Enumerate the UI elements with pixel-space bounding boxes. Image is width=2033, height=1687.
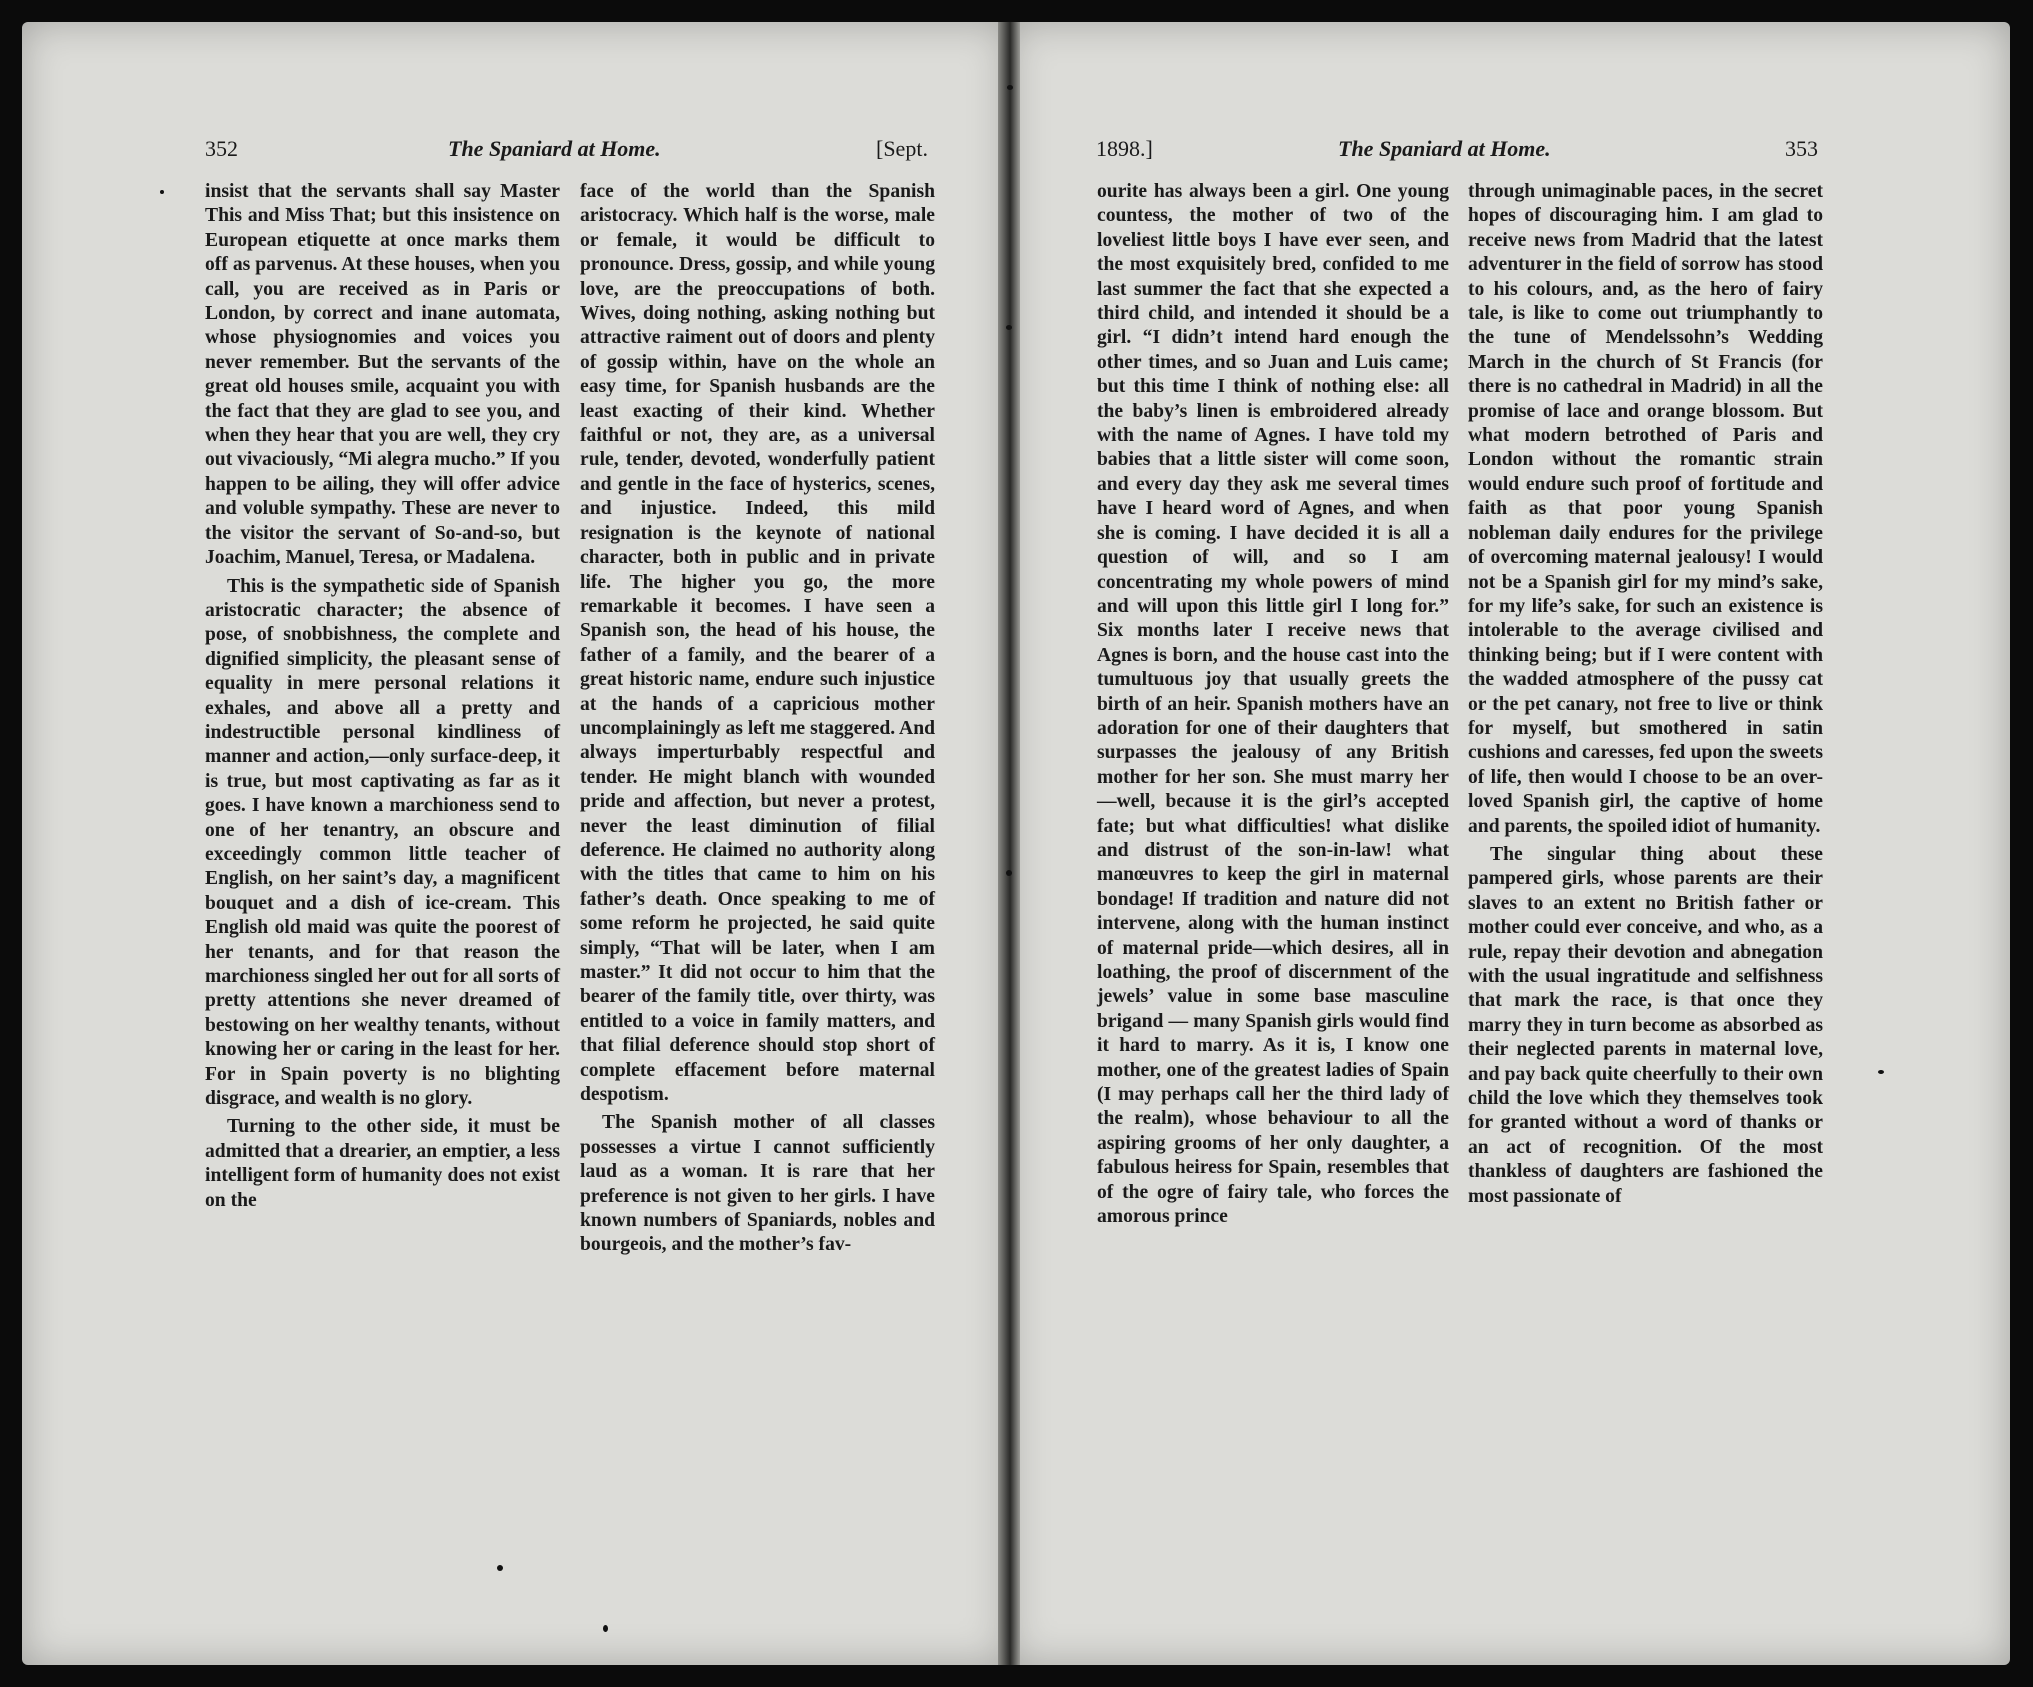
paragraph: This is the sympathetic side of Spanish aristocratic character; the absence of pose, of snobbishness, the complete and dignified simplicity, the pleasant sense of equality in mere personal relations it exhales, and above all a pretty and indestructible personal kindliness of manner and action,—only surface-deep, it is true, but most captivating as far as it goes. I have known a marchioness send to one of her tenantry, an obscure and exceedingly common little teacher of English, on her saint’s day, a magnificent bouquet and a dish of ice-cream. This English old maid was quite the poorest of her tenants, and for that reason the marchioness singled her out for all sorts of pretty attentions she never dreamed of bestowing on her wealthy tenants, without knowing her or caring in the least for her. For in Spain poverty is no blighting disgrace, and wealth is no glory. xyxy=(205,575,560,1110)
paragraph: ourite has always been a girl. One young countess, the mother of two of the loveliest little boys I have ever seen, and the most exquisitely bred, confided to me last summer the fact that she expected a third child, and intended it should be a girl. “I didn’t intend hard enough the other times, and so Juan and Luis came; but this time I think of nothing else: all the baby’s linen is embroidered already with the name of Agnes. I have told my babies that a little sister will come soon, and every day they ask me several times have I heard word of Agnes, and when she is coming. I have decided it is all a question of will, and so I am concentrating my whole powers of mind and will upon this little girl I long for.” Six months later I receive news that Agnes is born, and the house cast into the tumultuous joy that usually greets the birth of an heir. Spanish mothers have an adoration for one of their daughters that surpasses the jealousy of any British mother for her son. She must marry her—well, because it is the girl’s accepted fate; but what difficulties! what dislike and distrust of the son-in-law! what manœuvres to keep the girl in maternal bondage! If tradition and nature did not intervene, along with the human instinct of maternal pride—which desires, all in loathing, the proof of discernment of the jewels’ value in some base masculine brigand — many Spanish girls would find it hard to marry. As it is, I know one mother, one of the greatest ladies of Spain (I may perhaps call her the third lady of the realm), whose behaviour to all the aspiring grooms of her only daughter, a fabulous heiress for Spain, resembles that of the ogre of fairy tale, who forces the amorous prince xyxy=(1097,181,1449,1228)
scan-speck xyxy=(1006,325,1012,330)
scan-speck xyxy=(1007,85,1013,90)
left-column-2 xyxy=(580,180,935,1258)
book-gutter xyxy=(998,22,1020,1665)
right-page-header xyxy=(1000,132,2033,166)
left-date-marker: [Sept. xyxy=(876,136,928,161)
right-column-1 xyxy=(1097,180,1449,1229)
scan-speck xyxy=(603,1625,608,1632)
right-date-marker: 1898.] xyxy=(1096,136,1153,161)
paragraph: The Spanish mother of all classes possesses a virtue I cannot sufficiently laud as a woman. It is rare that her preference is not given to her girls. I have known numbers of Spaniards, nobles and bourgeois, and the mother’s fav- xyxy=(580,1112,935,1256)
left-page-number: 352 xyxy=(205,136,238,161)
scan-speck xyxy=(1878,1070,1884,1074)
paragraph: Turning to the other side, it must be admitted that a drearier, an emptier, a less intelligent form of humanity does not exist on the xyxy=(205,1116,560,1211)
paragraph: The singular thing about these pampered girls, whose parents are their slaves to an extent no British father or mother could ever conceive, and who, as a rule, repay their devotion and abnegation with the usual ingratitude and selfishness that mark the race, is that once they marry they in turn become as absorbed as their neglected parents in maternal love, and pay back quite cheerfully to their own child the love which they themselves took for granted without a word of thanks or an act of recognition. Of the most thankless of daughters are fashioned the most passionate of xyxy=(1468,843,1823,1207)
right-running-title: The Spaniard at Home. xyxy=(1338,136,1551,161)
left-column-1 xyxy=(205,180,560,1213)
paragraph: insist that the servants shall say Master This and Miss That; but this insistence on European etiquette at once marks them off as parvenus. At these houses, when you call, you are received as in Paris or London, by correct and inane automata, whose physiognomies and voices you never remember. But the servants of the great old houses smile, acquaint you with the fact that they are glad to see you, and when they hear that you are well, they cry out vivaciously, “Mi alegra mucho.” If you happen to be ailing, they will offer advice and voluble sympathy. These are never to the visitor the servant of So-and-so, but Joachim, Manuel, Teresa, or Madalena. xyxy=(205,181,560,569)
right-column-2 xyxy=(1468,180,1823,1209)
left-page-header xyxy=(0,132,1000,166)
paragraph: face of the world than the Spanish aristocracy. Which half is the worse, male or female, it would be difficult to pronounce. Dress, gossip, and while young love, are the preoccupations of both. Wives, doing nothing, asking nothing but attractive raiment out of doors and plenty of gossip within, have on the whole an easy time, for Spanish husbands are the least exacting of their kind. Whether faithful or not, they are, as a universal rule, tender, devoted, wonderfully patient and gentle in the face of hysterics, scenes, and injustice. Indeed, this mild resignation is the keynote of national character, both in public and in private life. The higher you go, the more remarkable it becomes. I have seen a Spanish son, the head of his house, the father of a family, and the bearer of a great historic name, endure such injustice at the hands of a capricious mother uncomplainingly as left me staggered. And always imperturbably respectful and tender. He might blanch with wounded pride and affection, but never a protest, never the least diminution of filial deference. He claimed no authority along with the titles that came to him on his father’s death. Once speaking to me of some reform he projected, he said quite simply, “That will be later, when I am master.” It did not occur to him that the bearer of the family title, over thirty, was entitled to a voice in family matters, and that filial deference should stop short of complete effacement before maternal despotism. xyxy=(580,181,935,1106)
scan-speck xyxy=(160,190,164,194)
left-running-title: The Spaniard at Home. xyxy=(448,136,661,161)
right-page-number: 353 xyxy=(1785,136,1818,161)
scan-speck xyxy=(1006,870,1012,876)
scan-speck xyxy=(497,1565,503,1571)
paragraph: through unimaginable paces, in the secret hopes of discouraging him. I am glad to receive news from Madrid that the latest adventurer in the field of sorrow has stood to his colours, and, as the hero of fairy tale, is like to come out triumphantly to the tune of Mendelssohn’s Wedding March in the church of St Francis (for there is no cathedral in Madrid) in all the promise of lace and orange blossom. But what modern betrothed of Paris and London without the romantic strain would endure such proof of fortitude and faith as that poor young Spanish nobleman daily endures for the privilege of overcoming maternal jealousy! I would not be a Spanish girl for my mind’s sake, for my life’s sake, for such an existence is intolerable to the average civilised and thinking being; but if I were content with the wadded atmosphere of the pussy cat or the pet canary, not free to live or think for myself, but smothered in satin cushions and caresses, fed upon the sweets of life, then would I choose to be an over-loved Spanish girl, the captive of home and parents, the spoiled idiot of humanity. xyxy=(1468,181,1823,837)
